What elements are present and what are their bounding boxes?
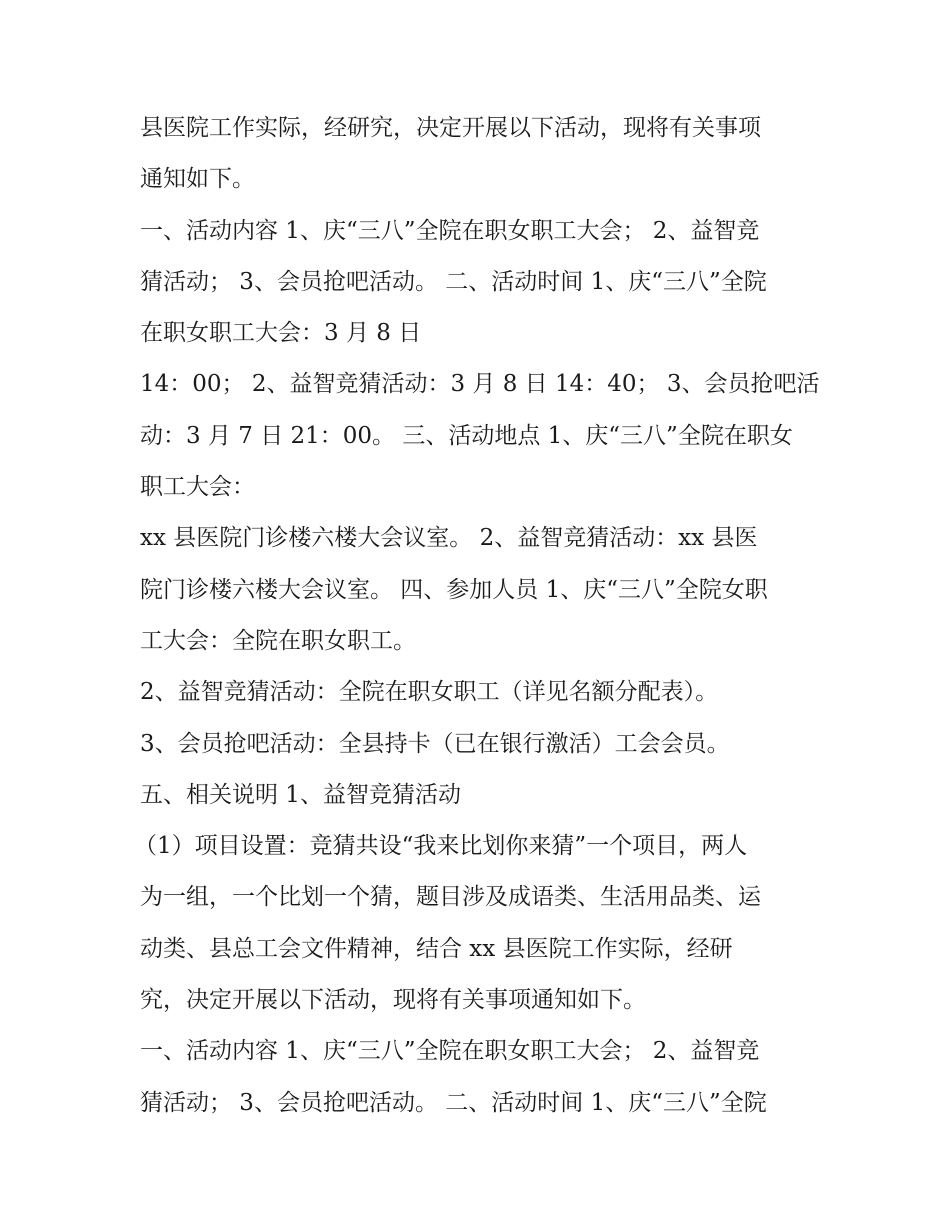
- text-line: 3、会员抢吧活动：全县持卡（已在银行激活）工会会员。: [140, 730, 730, 757]
- text-line: 14：00； 2、益智竞猜活动：3 月 8 日 14：40； 3、会员抢吧活: [140, 371, 820, 398]
- text-line: 究，决定开展以下活动，现将有关事项通知如下。: [140, 987, 646, 1014]
- text-line: 工大会：全院在职女职工。: [140, 627, 416, 654]
- text-line: 动：3 月 7 日 21：00。 三、活动地点 1、庆“三八”全院在职女: [140, 422, 793, 449]
- text-line: 通知如下。: [140, 166, 255, 193]
- text-line: 为一组，一个比划一个猜，题目涉及成语类、生活用品类、运: [140, 884, 761, 911]
- text-line: 在职女职工大会：3 月 8 日: [140, 320, 422, 347]
- text-line: 动类、县总工会文件精神，结合 xx 县医院工作实际，经研: [140, 935, 733, 962]
- text-line: xx 县医院门诊楼六楼大会议室。 2、益智竞猜活动：xx 县医: [140, 525, 758, 552]
- text-line: 五、相关说明 1、益智竞猜活动: [140, 781, 461, 808]
- text-line: 一、活动内容 1、庆“三八”全院在职女职工大会； 2、益智竞: [140, 1038, 760, 1065]
- document-body: [134, 103, 820, 1129]
- text-line: 猜活动； 3、会员抢吧活动。 二、活动时间 1、庆“三八”全院: [140, 1089, 767, 1116]
- text-line: 职工大会：: [140, 474, 255, 501]
- text-line: 2、益智竞猜活动：全院在职女职工（详见名额分配表）。: [140, 679, 719, 706]
- text-line: 猜活动； 3、会员抢吧活动。 二、活动时间 1、庆“三八”全院: [140, 268, 767, 295]
- text-line: （1）项目设置：竞猜共设“我来比划你来猜”一个项目，两人: [134, 833, 748, 860]
- text-line: 一、活动内容 1、庆“三八”全院在职女职工大会； 2、益智竞: [140, 217, 760, 244]
- text-line: 院门诊楼六楼大会议室。 四、参加人员 1、庆“三八”全院女职: [140, 576, 768, 603]
- text-line: 县医院工作实际，经研究，决定开展以下活动，现将有关事项: [140, 115, 761, 141]
